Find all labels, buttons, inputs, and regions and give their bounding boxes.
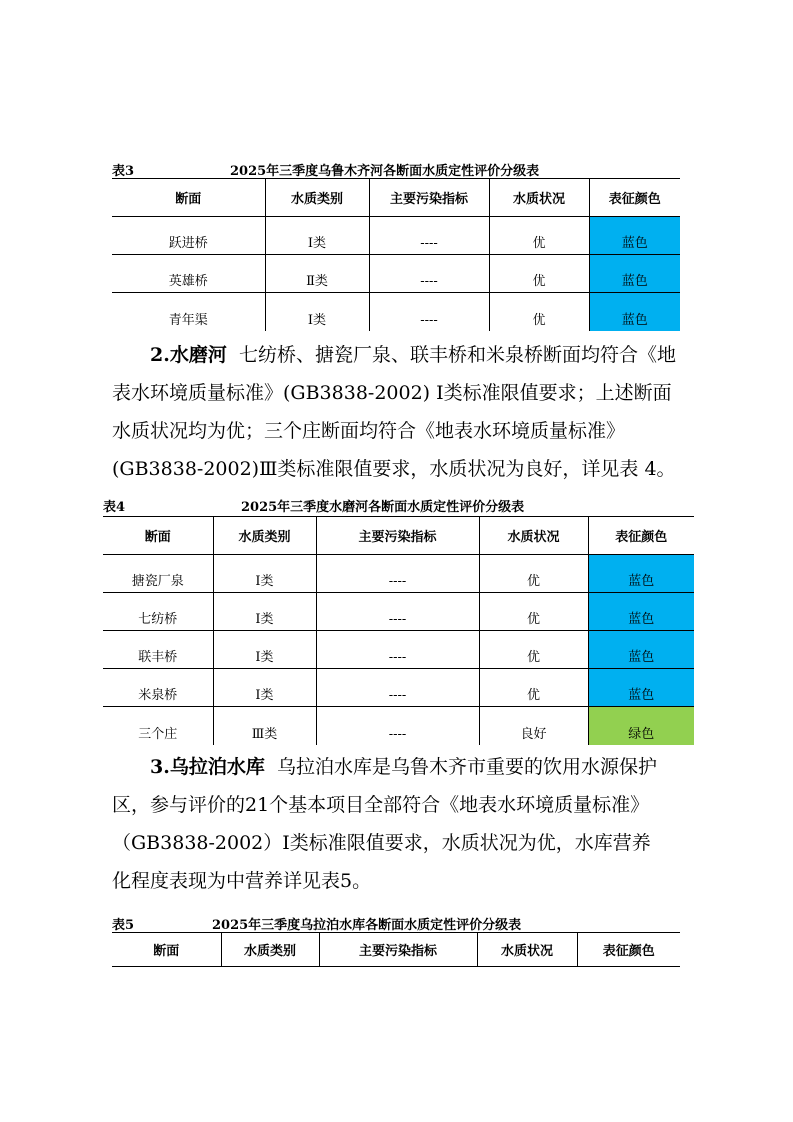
paragraph-line: 七纺桥、搪瓷厂泉、联丰桥和米泉桥断面均符合《地 bbox=[238, 344, 676, 366]
table4-header-cell: 断面 bbox=[103, 517, 213, 555]
table-cell: ---- bbox=[369, 255, 489, 293]
table-row bbox=[112, 255, 680, 293]
section-heading: 2.水磨河 bbox=[150, 344, 227, 366]
table-cell: 优 bbox=[479, 669, 588, 707]
table3-title: 2025年三季度乌鲁木齐河各断面水质定性评价分级表 bbox=[230, 164, 540, 179]
table4-title: 2025年三季度水磨河各断面水质定性评价分级表 bbox=[241, 500, 525, 515]
table-cell: ---- bbox=[316, 631, 479, 669]
table-cell: 优 bbox=[479, 555, 588, 593]
table3-header-cell: 水质状况 bbox=[489, 179, 589, 217]
paragraph-line: 表水环境质量标准》(GB3838-2002) Ⅰ类标准限值要求；上述断面 bbox=[112, 382, 672, 404]
table3-header-cell: 表征颜色 bbox=[589, 179, 680, 217]
color-cell: 绿色 bbox=[588, 707, 694, 745]
table3-header-cell: 水质类别 bbox=[265, 179, 369, 217]
table-cell: 优 bbox=[479, 631, 588, 669]
color-cell: 蓝色 bbox=[589, 293, 680, 331]
table4-caption bbox=[103, 496, 683, 514]
paragraph-line: 乌拉泊水库是乌鲁木齐市重要的饮用水源保护 bbox=[276, 756, 657, 778]
color-cell: 蓝色 bbox=[588, 593, 694, 631]
table3-caption bbox=[112, 160, 672, 178]
paragraph-line: (GB3838-2002)Ⅲ类标准限值要求，水质状况为良好，详见表 4。 bbox=[112, 458, 676, 480]
table-cell: Ⅰ类 bbox=[213, 555, 316, 593]
table-cell: 良好 bbox=[479, 707, 588, 745]
table4-header-cell: 水质状况 bbox=[479, 517, 588, 555]
paragraph-line: 化程度表现为中营养详见表5。 bbox=[112, 870, 372, 892]
table3-label: 表3 bbox=[112, 164, 135, 179]
table-row bbox=[103, 669, 694, 707]
table4-label: 表4 bbox=[103, 500, 126, 515]
table-row bbox=[103, 555, 694, 593]
table-row bbox=[112, 293, 680, 331]
table5-header-cell: 断面 bbox=[112, 933, 221, 967]
table-cell: ---- bbox=[316, 555, 479, 593]
table-cell: ---- bbox=[369, 293, 489, 331]
table-cell: 搪瓷厂泉 bbox=[103, 555, 213, 593]
table-cell: ---- bbox=[316, 593, 479, 631]
table5 bbox=[112, 932, 680, 967]
table-cell: Ⅰ类 bbox=[213, 669, 316, 707]
paragraph-line: 区，参与评价的21个基本项目全部符合《地表水环境质量标准》 bbox=[112, 794, 650, 816]
table-cell: 三个庄 bbox=[138, 726, 178, 742]
table5-caption bbox=[112, 914, 682, 932]
color-cell: 蓝色 bbox=[588, 669, 694, 707]
table4-header-row bbox=[103, 517, 694, 555]
paragraph-line: （GB3838-2002）Ⅰ类标准限值要求，水质状况为优，水库营养 bbox=[112, 832, 651, 854]
table-cell: Ⅲ类 bbox=[213, 707, 316, 745]
table-cell: Ⅰ类 bbox=[213, 593, 316, 631]
table4 bbox=[103, 516, 694, 745]
table-cell: Ⅰ类 bbox=[265, 293, 369, 331]
table5-header-cell: 水质类别 bbox=[221, 933, 319, 967]
table5-header-row bbox=[112, 933, 680, 967]
table3-header-cell: 断面 bbox=[112, 179, 265, 217]
table-cell: 优 bbox=[489, 255, 589, 293]
table-cell: 优 bbox=[489, 293, 589, 331]
table-cell: ---- bbox=[316, 707, 479, 745]
section-wulabo-reservoir bbox=[112, 748, 682, 900]
table3-header-cell: 主要污染指标 bbox=[369, 179, 489, 217]
table-cell: ---- bbox=[316, 669, 479, 707]
table-cell: 优 bbox=[479, 593, 588, 631]
table5-title: 2025年三季度乌拉泊水库各断面水质定性评价分级表 bbox=[212, 918, 522, 933]
table-row bbox=[112, 217, 680, 255]
color-cell: 蓝色 bbox=[589, 217, 680, 255]
table-cell: Ⅰ类 bbox=[213, 631, 316, 669]
color-cell: 蓝色 bbox=[588, 555, 694, 593]
table-cell: 七纺桥 bbox=[103, 593, 213, 631]
table-row bbox=[103, 593, 694, 631]
table-cell: 米泉桥 bbox=[103, 669, 213, 707]
table5-label: 表5 bbox=[112, 918, 135, 933]
table-cell: 英雄桥 bbox=[112, 255, 265, 293]
table-row bbox=[103, 707, 694, 745]
table-cell: 联丰桥 bbox=[103, 631, 213, 669]
paragraph-line: 水质状况均为优；三个庄断面均符合《地表水环境质量标准》 bbox=[112, 420, 626, 442]
table5-header-cell: 水质状况 bbox=[477, 933, 577, 967]
color-cell: 蓝色 bbox=[588, 631, 694, 669]
color-cell: 蓝色 bbox=[589, 255, 680, 293]
table3 bbox=[112, 178, 680, 331]
table4-header-cell: 水质类别 bbox=[213, 517, 316, 555]
table-cell: Ⅱ类 bbox=[265, 255, 369, 293]
table5-header-cell: 表征颜色 bbox=[577, 933, 680, 967]
table5-header-cell: 主要污染指标 bbox=[319, 933, 477, 967]
table-cell: 跃进桥 bbox=[112, 217, 265, 255]
table4-header-cell: 表征颜色 bbox=[588, 517, 694, 555]
section-shuimo-river bbox=[112, 336, 682, 488]
table-row bbox=[103, 631, 694, 669]
table-cell: Ⅰ类 bbox=[265, 217, 369, 255]
table3-header-row bbox=[112, 179, 680, 217]
table-cell: 优 bbox=[489, 217, 589, 255]
table4-header-cell: 主要污染指标 bbox=[316, 517, 479, 555]
table-cell: ---- bbox=[369, 217, 489, 255]
section-heading: 3.乌拉泊水库 bbox=[150, 756, 265, 778]
table-cell: 青年渠 bbox=[168, 312, 208, 328]
